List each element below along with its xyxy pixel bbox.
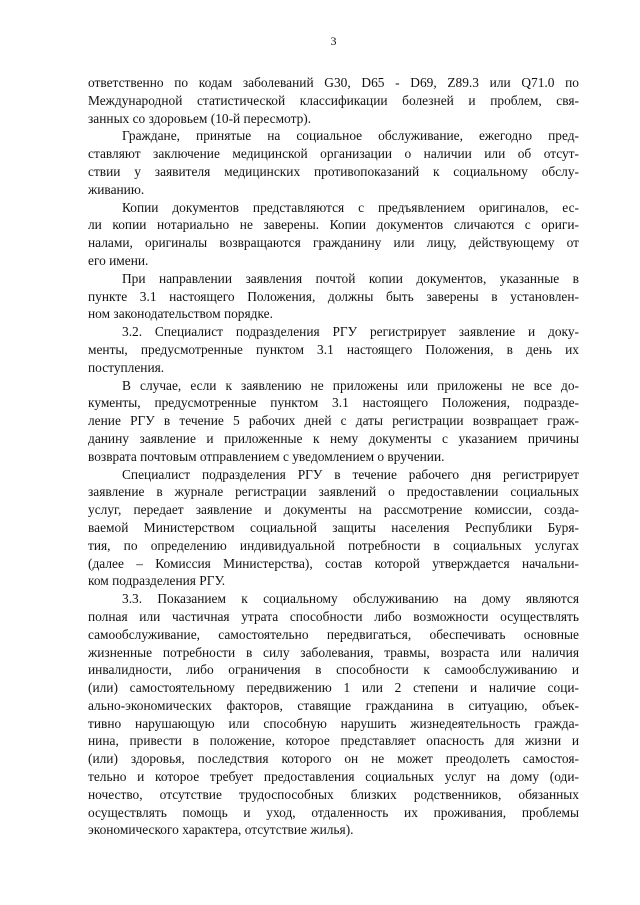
text-line: самообслуживание, самостоятельно передвигаться, обеспечивать основные [88,626,579,642]
text-line: услуг, передает заявление и документы на рассмотрение комиссии, созда- [88,502,579,518]
text-line: тельно и которое требует предоставления социальных услуг на дому (оди- [88,769,579,785]
text-line: инвалидности, либо ограничения в способности к самообслуживанию и [88,662,579,678]
text-line: ночество, отсутствие трудоспособных близких родственников, обязанных [88,786,579,802]
paragraph [88,323,579,376]
text-line: осуществлять помощь и уход, отдаленность их проживания, проблемы [88,804,579,820]
text-line: жизненные потребности в силу заболевания, травмы, возраста или наличия [88,644,579,660]
text-line: тивно нарушающую или способную нарушить жизнедеятельность гражда- [88,715,579,731]
text-line: ставляют заключение медицинской организации о наличии или об отсут- [88,146,579,162]
paragraph [88,127,579,198]
text-line: полная или частичная утрата способности либо возможности осуществлять [88,608,579,624]
text-line: ном законодательством порядке. [88,306,273,322]
text-line: ответственно по кодам заболеваний G30, D65 - D69, Z89.3 или Q71.0 по [88,75,579,90]
paragraph [88,199,579,270]
text-line: ваемой Министерством социальной защиты населения Республики Буря- [88,519,579,535]
text-line: налами, оригиналы возвращаются гражданину или лицу, действующему от [88,235,579,251]
text-line: Граждане, принятые на социальное обслуживание, ежегодно пред- [122,128,579,144]
paragraph [88,377,579,466]
text-line: данину заявление и приложенные к нему документы с указанием причины [88,430,579,446]
text-line: 3.3. Показанием к социальному обслуживанию на дому являются [122,591,579,607]
text-line: его имени. [88,252,149,268]
text-line: Специалист подразделения РГУ в течение рабочего дня регистрирует [122,466,579,482]
text-line: кументы, предусмотренные пунктом 3.1 настоящего Положения, подразде- [88,395,579,411]
text-line: ствии у заявителя медицинских противопоказаний к социальному обслу- [88,163,579,179]
page-number: 3 [330,34,337,48]
text-line: ли копии нотариально не заверены. Копии документов сличаются с ориги- [88,217,579,233]
text-line: (далее – Комиссия Министерства), состав которой утверждается начальни- [88,555,579,571]
text-line: живанию. [88,181,145,197]
text-line: ально-экономических факторов, ставящие гражданина в ситуацию, объек- [88,697,579,713]
text-line: 3.2. Специалист подразделения РГУ регистрирует заявление и доку- [122,324,579,340]
text-line: занных со здоровьем (10-й пересмотр). [88,110,312,126]
paragraph [88,270,579,323]
text-line: возврата почтовым отправлением с уведомлением о вручении. [88,448,445,464]
text-line: ком подразделения РГУ. [88,573,226,589]
text-line: нина, привести в положение, которое представляет опасность для жизни и [88,733,579,749]
text-line: менты, предусмотренные пунктом 3.1 настоящего Положения, в день их [88,341,579,357]
text-line: заявление в журнале регистрации заявлений о предоставлении социальных [88,484,579,500]
text-line: пункте 3.1 настоящего Положения, должны быть заверены в установлен- [88,288,579,304]
document-body [88,74,579,839]
text-line: (или) здоровья, последствия которого он не может преодолеть самостоя- [88,751,579,767]
text-line: Копии документов представляются с предъявлением оригиналов, ес- [122,199,579,215]
text-line: При направлении заявления почтой копии документов, указанные в [122,270,579,286]
text-line: поступления. [88,359,165,375]
text-line: Международной статистической классификации болезней и проблем, свя- [88,92,579,108]
paragraph [88,590,579,839]
text-line: (или) самостоятельному передвижению 1 или 2 степени и наличие соци- [88,680,579,696]
paragraph [88,74,579,127]
text-line: тия, по определению индивидуальной потребности в социальных услугах [88,537,579,553]
text-line: экономического характера, отсутствие жилья). [88,822,354,838]
text-line: ление РГУ в течение 5 рабочих дней с даты регистрации возвращает граж- [88,413,579,429]
paragraph [88,466,579,591]
text-line: В случае, если к заявлению не приложены или приложены не все до- [122,377,579,393]
